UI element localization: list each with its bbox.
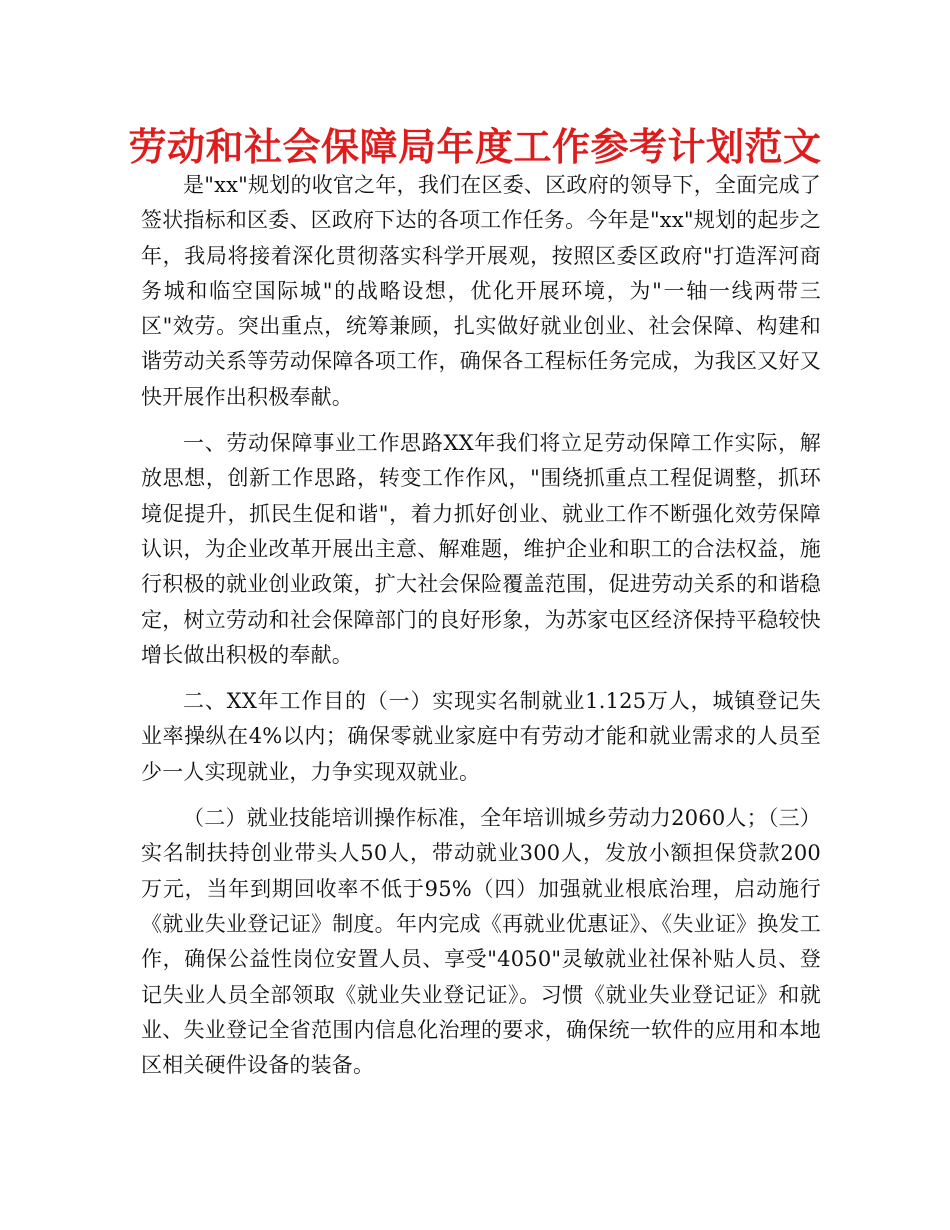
paragraph-goals: 二、XX年工作目的（一）实现实名制就业1.125万人，城镇登记失业率操纵在4%以内；确保零就业家庭中有劳动才能和就业需求的人员至少一人实现就业，力争实现双就业。 bbox=[141, 689, 821, 784]
paragraph-training: （二）就业技能培训操作标准，全年培训城乡劳动力2060人；（三）实名制扶持创业带头人50人，带动就业300人，发放小额担保贷款200万元，当年到期回收率不低于95%（四）加强就业根底治理，启动施行《就业失业登记证》制度。年内完成《再就业优惠证》、《失业证》换发工作，确保公益性岗位安置人员、享受"4050"灵敏就业社保补贴人员、登记失业人员全部领取《就业失业登记证》。习惯《就业失业登记证》和就业、失业登记全省范围内信息化治理的要求，确保统一软件的应用和本地区相关硬件设备的装备。 bbox=[141, 806, 821, 1078]
document-title: 劳动和社会保障局年度工作参考计划范文 bbox=[128, 125, 822, 169]
document-body bbox=[141, 168, 821, 1094]
paragraph-work-ideas: 一、劳动保障事业工作思路XX年我们将立足劳动保障工作实际，解放思想，创新工作思路，转变工作作风，"围绕抓重点工程促调整，抓环境促提升，抓民生促和谐"，着力抓好创业、就业工作不断强化效劳保障认识，为企业改革开展出主意、解难题，维护企业和职工的合法权益，施行积极的就业创业政策，扩大社会保险覆盖范围，促进劳动关系的和谐稳定，树立劳动和社会保障部门的良好形象，为苏家屯区经济保持平稳较快增长做出积极的奉献。 bbox=[141, 431, 821, 667]
paragraph-intro: 是"xx"规划的收官之年，我们在区委、区政府的领导下，全面完成了签状指标和区委、区政府下达的各项工作任务。今年是"xx"规划的起步之年，我局将接着深化贯彻落实科学开展观，按照区委区政府"打造浑河商务城和临空国际城"的战略设想，优化开展环境，为"一轴一线两带三区"效劳。突出重点，统筹兼顾，扎实做好就业创业、社会保障、构建和谐劳动关系等劳动保障各项工作，确保各工程标任务完成，为我区又好又快开展作出积极奉献。 bbox=[141, 173, 821, 409]
